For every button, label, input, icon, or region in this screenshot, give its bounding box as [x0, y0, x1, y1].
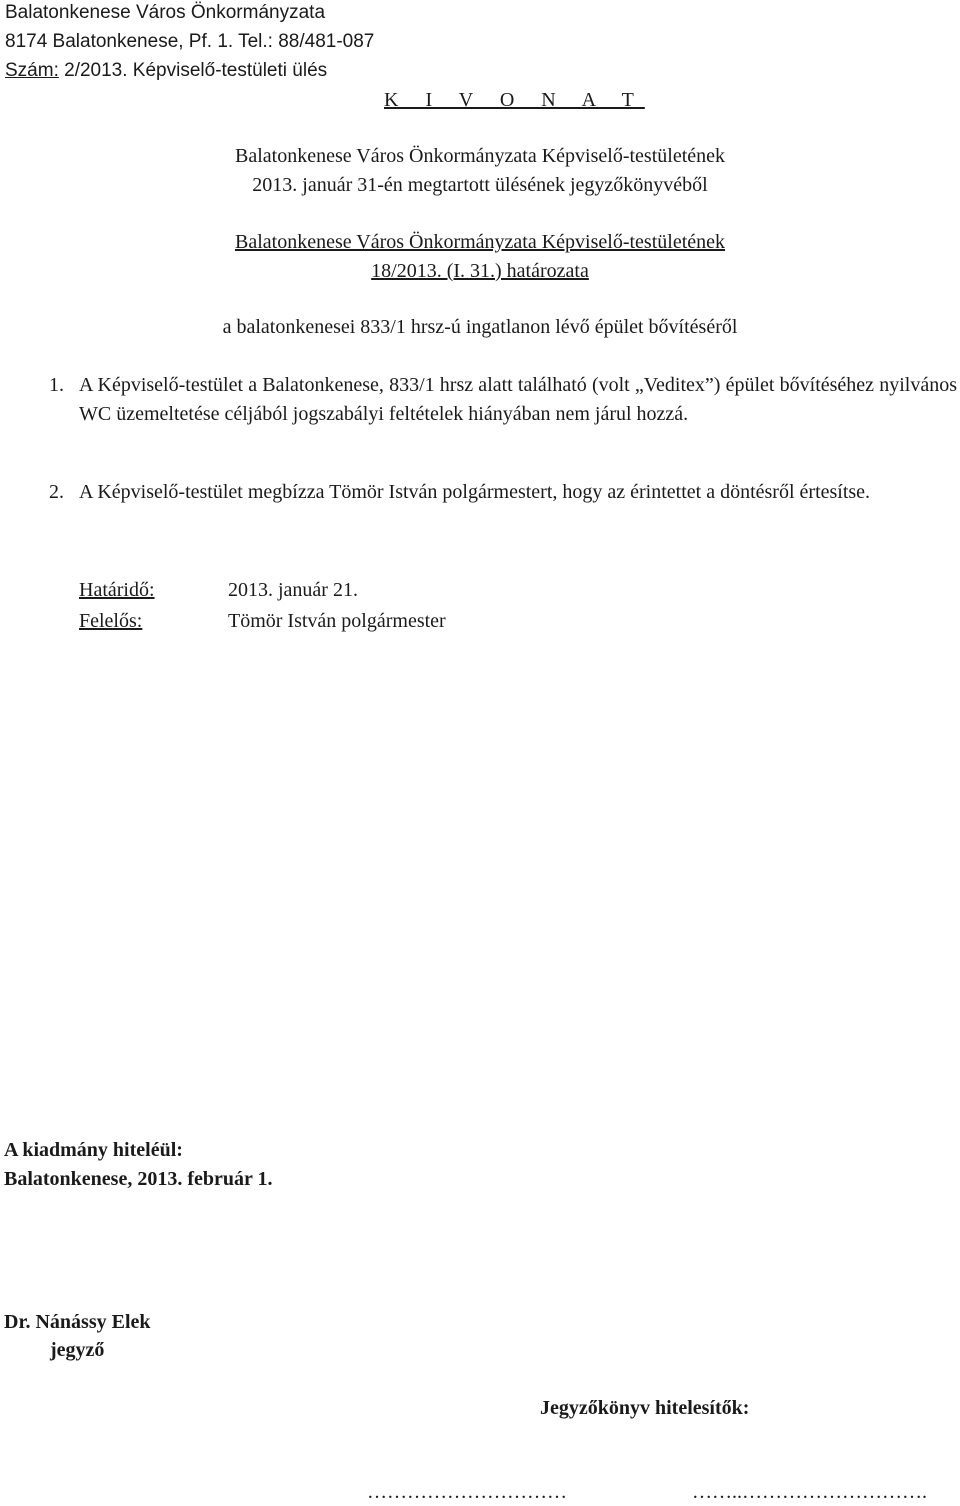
responsible-label: Felelős:	[79, 610, 143, 632]
reference-value: 2/2013. Képviselő-testületi ülés	[58, 60, 328, 81]
resolution-title-2	[0, 257, 960, 285]
item-text: A Képviselő-testület megbízza Tömör István polgármestert, hogy az érintettet a döntésről értesítse.	[79, 481, 871, 503]
signatory-name: Dr. Nánássy Elek	[4, 1311, 151, 1333]
responsible-value: Tömör István polgármester	[228, 610, 446, 632]
resolution-body-name: Balatonkenese Város Önkormányzata Képviselő-testületének	[234, 231, 726, 253]
certification-label: A kiadmány hiteléül:	[4, 1139, 183, 1161]
item-number: 2.	[49, 481, 64, 503]
intro-line-2: 2013. január 31-én megtartott ülésének jegyzőkönyvéből	[252, 174, 708, 196]
deadline-label: Határidő:	[79, 579, 155, 601]
item-text: A Képviselő-testület a Balatonkenese, 833/1 hrsz alatt található (volt „Veditex”) épület bővítéséhez nyilvános WC üzemeltetése céljából jogszabályi feltételek hiányában nem járul hozzá.	[79, 374, 957, 425]
document-title: K I V O N A T	[384, 89, 645, 111]
signatory-title: jegyző	[50, 1339, 105, 1361]
authenticators-label: Jegyzőkönyv hitelesítők:	[540, 1397, 750, 1419]
certification-place-date: Balatonkenese, 2013. február 1.	[4, 1168, 273, 1190]
resolution-title-1	[0, 228, 960, 256]
intro-line-1: Balatonkenese Város Önkormányzata Képviselő-testületének	[234, 145, 726, 167]
address-line: 8174 Balatonkenese, Pf. 1. Tel.: 88/481-087	[5, 31, 375, 52]
deadline-value: 2013. január 21.	[228, 579, 358, 601]
resolution-subject: a balatonkenesei 833/1 hrsz-ú ingatlanon lévő épület bővítéséről	[222, 316, 738, 338]
reference-label: Szám:	[5, 60, 59, 81]
item-number: 1.	[49, 374, 64, 396]
resolution-item-1	[49, 371, 957, 429]
authenticator-signature-line-1: …………………………	[367, 1481, 567, 1503]
org-name: Balatonkenese Város Önkormányzata	[5, 2, 326, 23]
resolution-number: 18/2013. (I. 31.) határozata	[371, 260, 589, 282]
authenticator-signature-line-2: ……..……………………….	[692, 1481, 927, 1503]
resolution-item-2	[49, 478, 957, 507]
reference-line	[5, 58, 327, 84]
